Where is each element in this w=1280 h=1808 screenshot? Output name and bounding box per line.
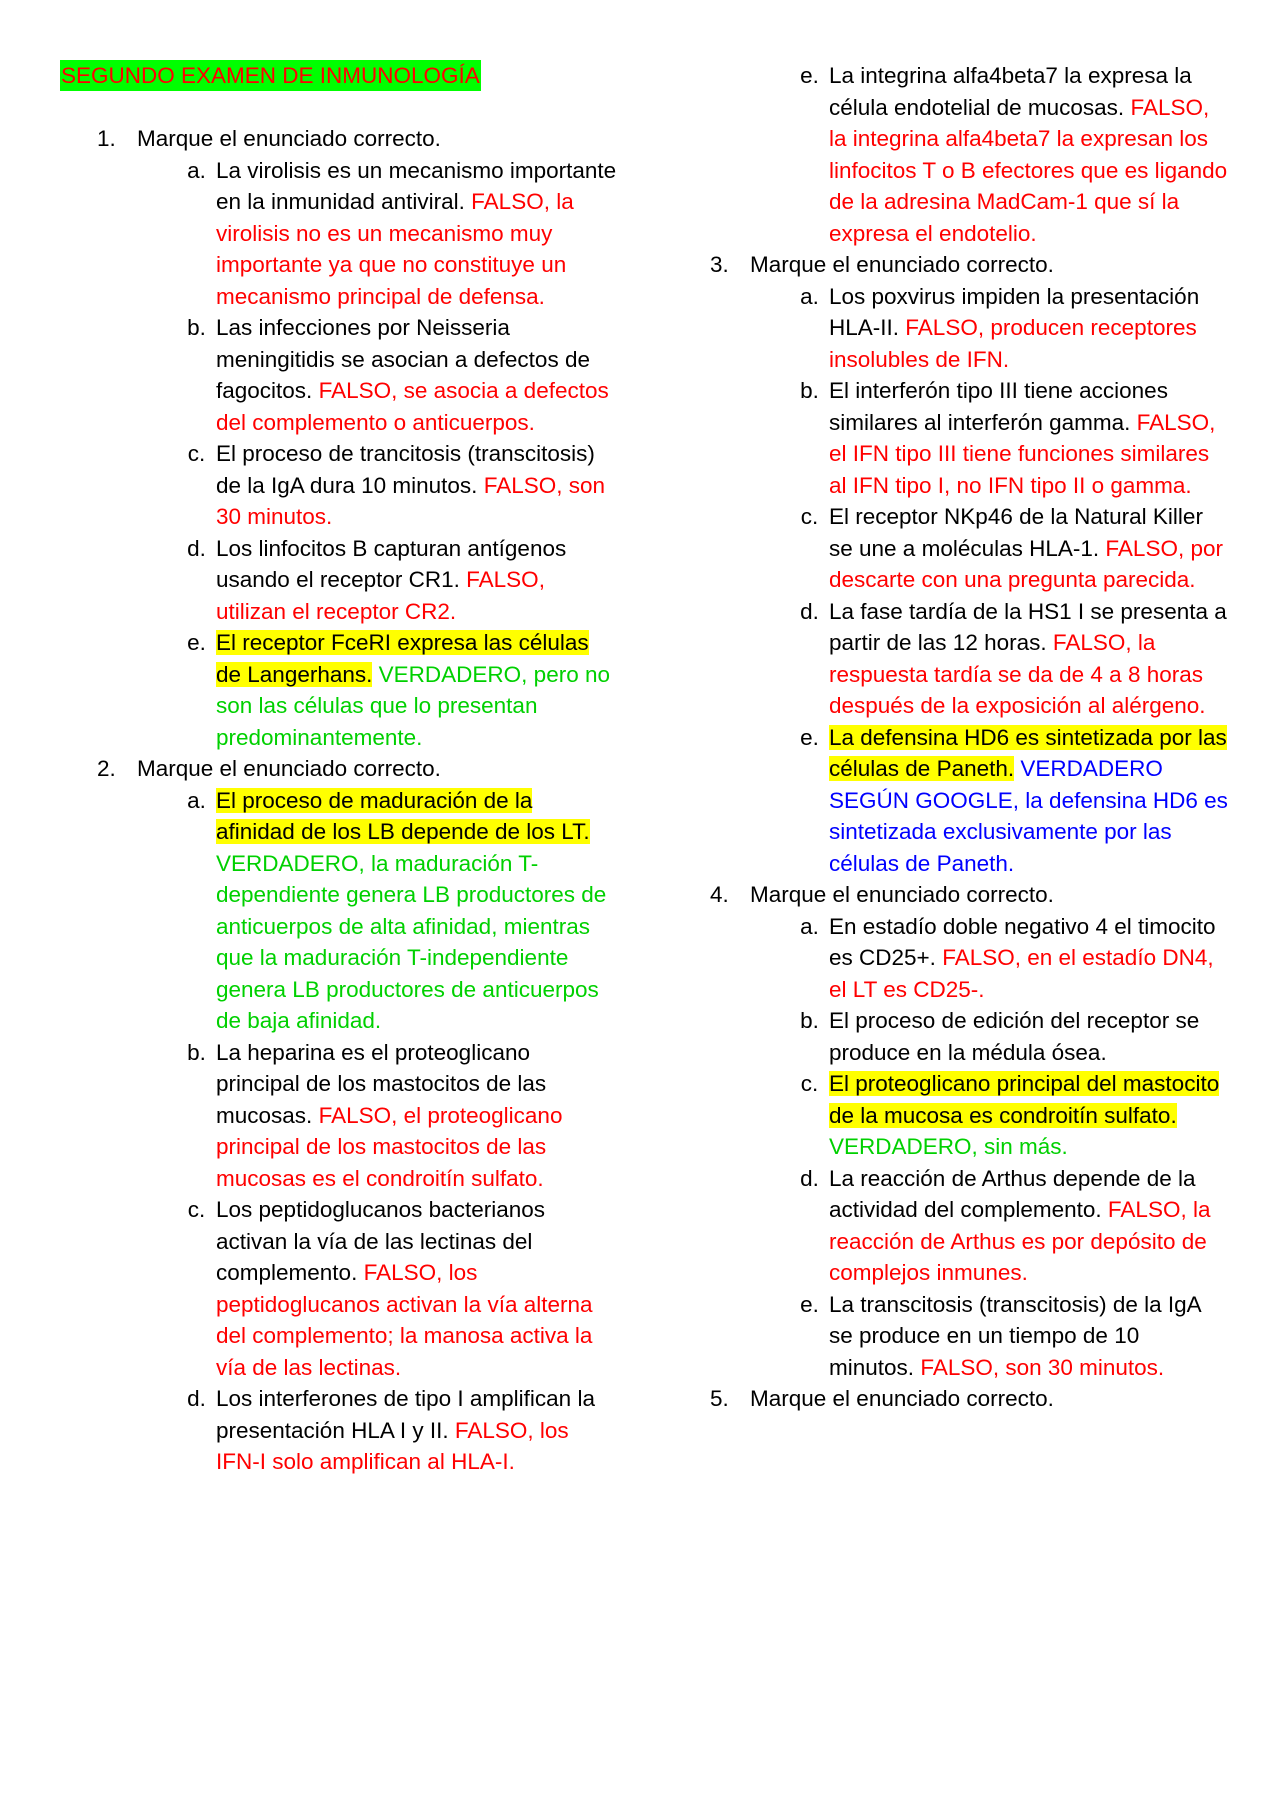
option-statement: La transcitosis (transcitosis) de la IgA se produce en un tiempo de 10 minutos.: [829, 1291, 1201, 1380]
option-statement-highlighted: El receptor FceRI expresa las células de Langerhans.: [216, 630, 589, 687]
option-letter: a.: [800, 283, 819, 309]
option-letter: e.: [800, 63, 819, 88]
option-letter: c.: [800, 1071, 819, 1096]
option-3c: [790, 501, 1230, 596]
question-number: 5.: [710, 1386, 729, 1411]
option-statement: La virolisis es un mecanismo importante en la inmunidad antiviral.: [216, 157, 617, 214]
question-text: Marque el enunciado correcto.: [137, 126, 441, 151]
option-comment-falso: FALSO, la virolisis no es un mecanismo muy importante ya que no constituye un mecanismo principal de defensa.: [216, 189, 574, 309]
option-letter: c.: [800, 504, 819, 529]
option-comment-falso: FALSO, los peptidoglucanos activan la vía alterna del complemento; la manosa activa la vía de las lectinas.: [216, 1260, 593, 1380]
left-column: [97, 123, 617, 1478]
option-statement: En estadío doble negativo 4 el timocito es CD25+.: [829, 913, 1216, 970]
option-statement-highlighted: El proceso de maduración de la afinidad de los LB depende de los LT.: [216, 787, 590, 844]
option-comment-falso: FALSO, son 30 minutos.: [216, 472, 605, 529]
option-1d: [177, 533, 617, 628]
option-comment-falso: FALSO, son 30 minutos.: [920, 1354, 1165, 1380]
question-number: 4.: [710, 882, 729, 907]
option-2c: [177, 1194, 617, 1383]
option-letter: c.: [187, 1197, 206, 1222]
option-statement: Los poxvirus impiden la presentación HLA-II.: [829, 283, 1200, 340]
option-comment-verdadero: VERDADERO, pero no son las células que lo presentan predominantemente.: [216, 661, 610, 750]
option-statement: La reacción de Arthus depende de la actividad del complemento.: [829, 1165, 1196, 1222]
option-statement: Los linfocitos B capturan antígenos usando el receptor CR1.: [216, 535, 567, 592]
option-letter: d.: [187, 535, 206, 561]
question-number: 2.: [97, 756, 116, 781]
option-3d: [790, 596, 1230, 722]
option-comment-falso: FALSO, en el estadío DN4, el LT es CD25-.: [829, 945, 1214, 1002]
option-2a: [177, 785, 617, 1037]
option-statement: El interferón tipo III tiene acciones similares al interferón gamma.: [829, 378, 1168, 435]
question-text: Marque el enunciado correcto.: [750, 252, 1054, 277]
option-letter: b.: [800, 1008, 819, 1033]
option-statement-highlighted: La defensina HD6 es sintetizada por las células de Paneth.: [829, 724, 1227, 781]
option-comment-falso: FALSO, los IFN-I solo amplifican al HLA-I.: [216, 1417, 569, 1474]
option-1c: [177, 438, 617, 533]
option-comment-falso: FALSO, la integrina alfa4beta7 la expresan los linfocitos T o B efectores que es ligando de la adresina MadCam-1 que sí la expresa el endotelio.: [829, 94, 1228, 246]
option-statement: Los interferones de tipo I amplifican la presentación HLA I y II.: [216, 1386, 595, 1443]
option-comment-verdadero: VERDADERO, sin más.: [829, 1134, 1068, 1159]
option-4c: [790, 1068, 1230, 1163]
option-statement: La fase tardía de la HS1 I se presenta a partir de las 12 horas.: [829, 598, 1227, 655]
document-title: SEGUNDO EXAMEN DE INMUNOLOGÍA: [60, 60, 481, 91]
option-letter: c.: [187, 441, 206, 466]
option-statement: La heparina es el proteoglicano principal de los mastocitos de las mucosas.: [216, 1039, 547, 1128]
option-letter: b.: [800, 378, 819, 403]
option-3a: [790, 281, 1230, 376]
option-comment-falso: FALSO, utilizan el receptor CR2.: [216, 567, 545, 624]
option-comment-falso: FALSO, el IFN tipo III tiene funciones similares al IFN tipo I, no IFN tipo II o gamma.: [829, 409, 1216, 498]
question-number: 3.: [710, 252, 729, 277]
question-text: Marque el enunciado correcto.: [750, 1386, 1054, 1411]
option-comment-falso: FALSO, la respuesta tardía se da de 4 a 8 horas después de la exposición al alérgeno.: [829, 630, 1206, 718]
option-statement: Las infecciones por Neisseria meningitidis se asocian a defectos de fagocitos.: [216, 315, 590, 403]
question-1: [97, 123, 617, 155]
option-statement: Los peptidoglucanos bacterianos activan la vía de las lectinas del complemento.: [216, 1197, 545, 1285]
option-1a: [177, 155, 617, 313]
option-4b: [790, 1005, 1230, 1068]
option-letter: a.: [187, 157, 206, 183]
option-3b: [790, 375, 1230, 501]
option-3e: [790, 722, 1230, 880]
option-comment-falso: FALSO, la reacción de Arthus es por depósito de complejos inmunes.: [829, 1197, 1211, 1285]
option-letter: b.: [187, 1039, 206, 1065]
option-4a: [790, 911, 1230, 1006]
option-letter: e.: [800, 724, 819, 750]
question-5: [710, 1383, 1230, 1415]
option-letter: a.: [187, 787, 206, 813]
option-letter: d.: [187, 1386, 206, 1411]
option-2d: [177, 1383, 617, 1478]
option-statement-highlighted: El proteoglicano principal del mastocito de la mucosa es condroitín sulfato.: [829, 1071, 1220, 1128]
option-statement: El receptor NKp46 de la Natural Killer se une a moléculas HLA-1.: [829, 504, 1203, 561]
option-1b: [177, 312, 617, 438]
question-text: Marque el enunciado correcto.: [137, 756, 441, 781]
question-text: Marque el enunciado correcto.: [750, 882, 1054, 907]
right-column: [710, 60, 1230, 1415]
question-3: [710, 249, 1230, 281]
question-4: [710, 879, 1230, 911]
option-comment-verdadero: VERDADERO, la maduración T-dependiente genera LB productores de anticuerpos de alta afinidad, mientras que la maduración T-independiente genera LB productores de anticuerpos de baja afinidad.: [216, 850, 607, 1033]
option-letter: e.: [187, 630, 206, 655]
option-statement: El proceso de trancitosis (transcitosis) de la IgA dura 10 minutos.: [216, 441, 595, 498]
option-4d: [790, 1163, 1230, 1289]
option-comment-falso: FALSO, producen receptores insolubles de IFN.: [829, 315, 1197, 372]
question-number: 1.: [97, 126, 116, 151]
option-2e: [790, 60, 1230, 249]
option-letter: d.: [800, 1165, 819, 1191]
option-2b: [177, 1037, 617, 1195]
option-statement: El proceso de edición del receptor se produce en la médula ósea.: [829, 1008, 1200, 1065]
option-comment-google: VERDADERO SEGÚN GOOGLE, la defensina HD6 es sintetizada exclusivamente por las células de Paneth.: [829, 756, 1228, 876]
option-4e: [790, 1289, 1230, 1384]
option-letter: b.: [187, 315, 206, 340]
option-letter: a.: [800, 913, 819, 939]
option-1e: [177, 627, 617, 753]
option-letter: e.: [800, 1291, 819, 1317]
option-comment-falso: FALSO, se asocia a defectos del complemento o anticuerpos.: [216, 378, 609, 435]
option-letter: d.: [800, 598, 819, 624]
option-comment-falso: FALSO, por descarte con una pregunta parecida.: [829, 535, 1223, 592]
question-2: [97, 753, 617, 785]
option-comment-falso: FALSO, el proteoglicano principal de los mastocitos de las mucosas es el condroitín sulfato.: [216, 1102, 563, 1191]
option-statement: La integrina alfa4beta7 la expresa la célula endotelial de mucosas.: [829, 63, 1192, 120]
